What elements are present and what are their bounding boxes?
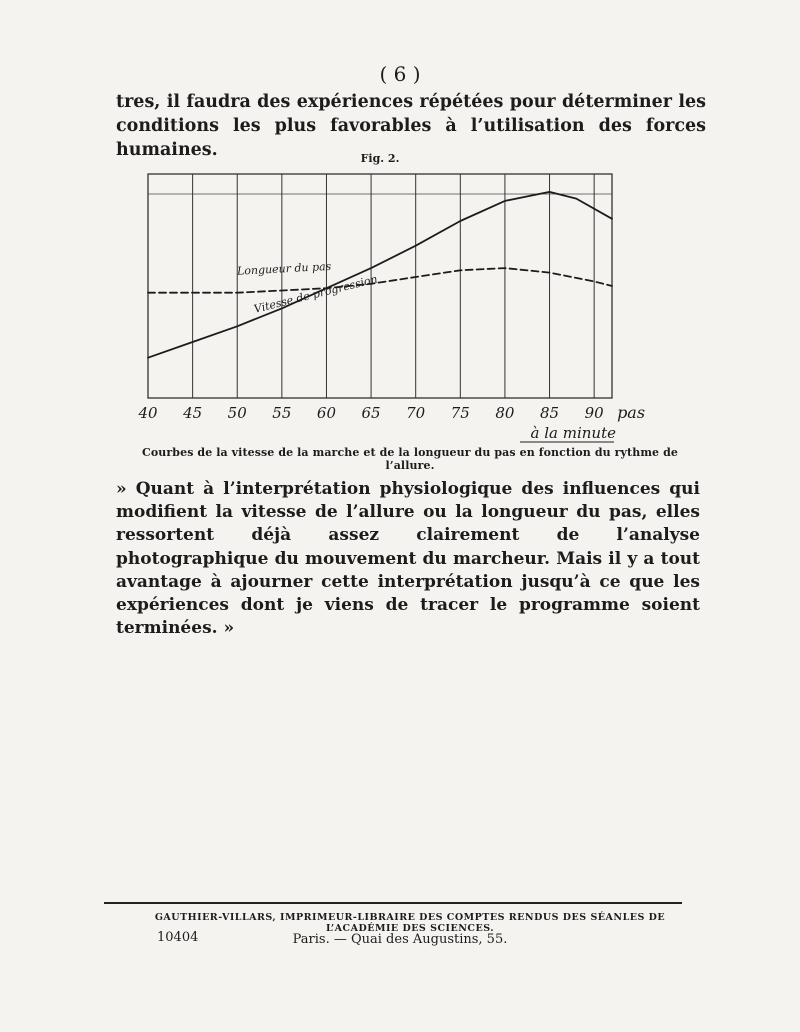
tick-label-40: 40: [138, 404, 158, 422]
tick-label-45: 45: [183, 404, 203, 422]
figure-label: Fig. 2.: [360, 152, 400, 165]
tick-label-60: 60: [316, 404, 337, 422]
quote-paragraph: » Quant à l’interprétation physiologique des influences qui modifient la vitesse de l’allure ou la longueur du pas, elles ressortent déjà assez clairement de l’analyse photographique du mouvement du marcheur. Mais il y a tout avantage à ajourner cette interprétation jusqu’à ce que les expériences dont je viens de tracer le programme soient terminées. »: [116, 479, 700, 639]
tick-label-70: 70: [406, 404, 426, 422]
figure-chart: [110, 166, 646, 456]
tick-label-50: 50: [227, 404, 247, 422]
annotation-longueur: Longueur du pas: [236, 259, 332, 278]
series-line-vitesse: [148, 192, 612, 358]
axis-unit-bottom: à la minute: [530, 424, 616, 442]
tick-label-80: 80: [495, 404, 515, 422]
tick-label-90: 90: [584, 404, 604, 422]
footer-rule: [104, 902, 682, 904]
figure-caption: Courbes de la vitesse de la marche et de la longueur du pas en fonction du rythme de l’allure.: [142, 446, 678, 472]
tick-label-85: 85: [539, 404, 560, 422]
tick-label-55: 55: [272, 404, 292, 422]
tick-label-75: 75: [450, 404, 470, 422]
page-number: ( 6 ): [379, 62, 421, 86]
tick-label-65: 65: [361, 404, 381, 422]
printer-address: Paris. — Quai des Augustins, 55.: [292, 932, 508, 947]
intro-paragraph: tres, il faudra des expériences répétées pour déterminer les conditions les plus favorables à l’utilisation des forces humaines.: [116, 92, 706, 160]
axis-unit-top: pas: [617, 403, 646, 422]
printer-line: GAUTHIER-VILLARS, IMPRIMEUR-LIBRAIRE DES COMPTES RENDUS DES SÉANLES DE L’ACADÉMIE DES SCIENCES.: [154, 912, 666, 934]
annotation-vitesse: Vitesse de progression: [252, 272, 379, 316]
series-line-longueur-du-pas: [148, 268, 612, 293]
print-code: 10404: [157, 930, 199, 945]
plot-frame: [148, 174, 612, 398]
